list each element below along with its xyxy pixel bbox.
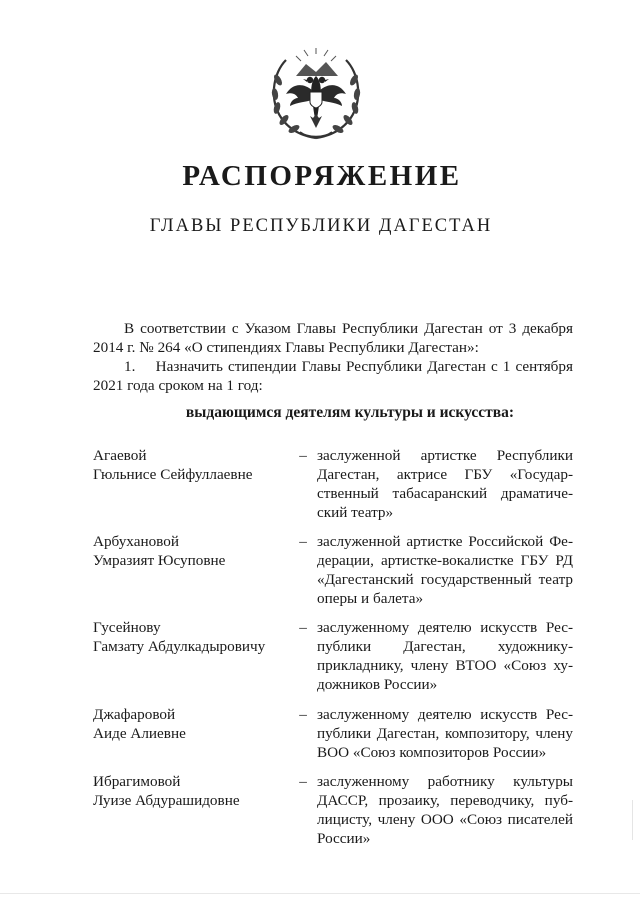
dash: –: [299, 533, 307, 550]
document-title: РАСПОРЯЖЕНИЕ: [182, 160, 462, 192]
dash: –: [299, 773, 307, 790]
recipient-name: [93, 618, 293, 656]
recipient-name: [93, 705, 293, 743]
scan-edge-mark: [632, 800, 633, 840]
recipient-description: заслуженному деятелю искусств Республики Дагестан, композитору, члену ВОО «Союз композиторов России»: [317, 706, 573, 761]
recipient-surname: Ибрагимовой: [93, 773, 181, 790]
item-1-paragraph: 1. Назначить стипендии Главы Республики Дагестан с 1 сентября 2021 года сроком на 1 год:: [93, 358, 573, 394]
dash: –: [299, 706, 307, 723]
recipient-given-names: Умразият Юсуповне: [93, 552, 226, 569]
recipient-surname: Джафаровой: [93, 706, 176, 723]
dash: –: [299, 447, 307, 464]
recipient-description: заслуженному работнику культуры ДАССР, прозаику, переводчику, публицисту, члену ООО «Союз писателей России»: [317, 773, 573, 847]
recipient-name: [93, 772, 293, 810]
dagestan-coat-of-arms-icon: [266, 46, 366, 144]
intro-paragraph: В соответствии с Указом Главы Республики Дагестан от 3 декабря 2014 г. № 264 «О стипендиях Главы Республики Дагестан»:: [93, 320, 573, 356]
scan-edge-line: [0, 893, 640, 894]
recipient-given-names: Луизе Абдурашидовне: [93, 792, 240, 809]
recipient-given-names: Гюльнисе Сейфуллаевне: [93, 466, 253, 483]
section-heading: выдающимся деятелям культуры и искусства:: [185, 404, 515, 421]
recipient-surname: Агаевой: [93, 447, 147, 464]
recipient-given-names: Аиде Алиевне: [93, 725, 186, 742]
recipient-surname: Гусейнову: [93, 619, 161, 636]
dash: –: [299, 619, 307, 636]
recipient-surname: Арбухановой: [93, 533, 179, 550]
recipient-description: заслуженной артистке Республики Дагестан, актрисе ГБУ «Государственный табасаранский драматический театр»: [317, 447, 573, 521]
recipient-description: заслуженному деятелю искусств Республики Дагестан, художнику-прикладнику, члену ВТОО «Союз художников России»: [317, 619, 573, 693]
recipient-description: заслуженной артистке Российской Федерации, артистке-вокалистке ГБУ РД «Дагестанский государственный театр оперы и балета»: [317, 533, 573, 607]
recipient-name: [93, 532, 293, 570]
document-subtitle: ГЛАВЫ РЕСПУБЛИКИ ДАГЕСТАН: [149, 216, 493, 236]
recipient-name: [93, 446, 293, 484]
recipient-given-names: Гамзату Абдулкадыровичу: [93, 638, 266, 655]
